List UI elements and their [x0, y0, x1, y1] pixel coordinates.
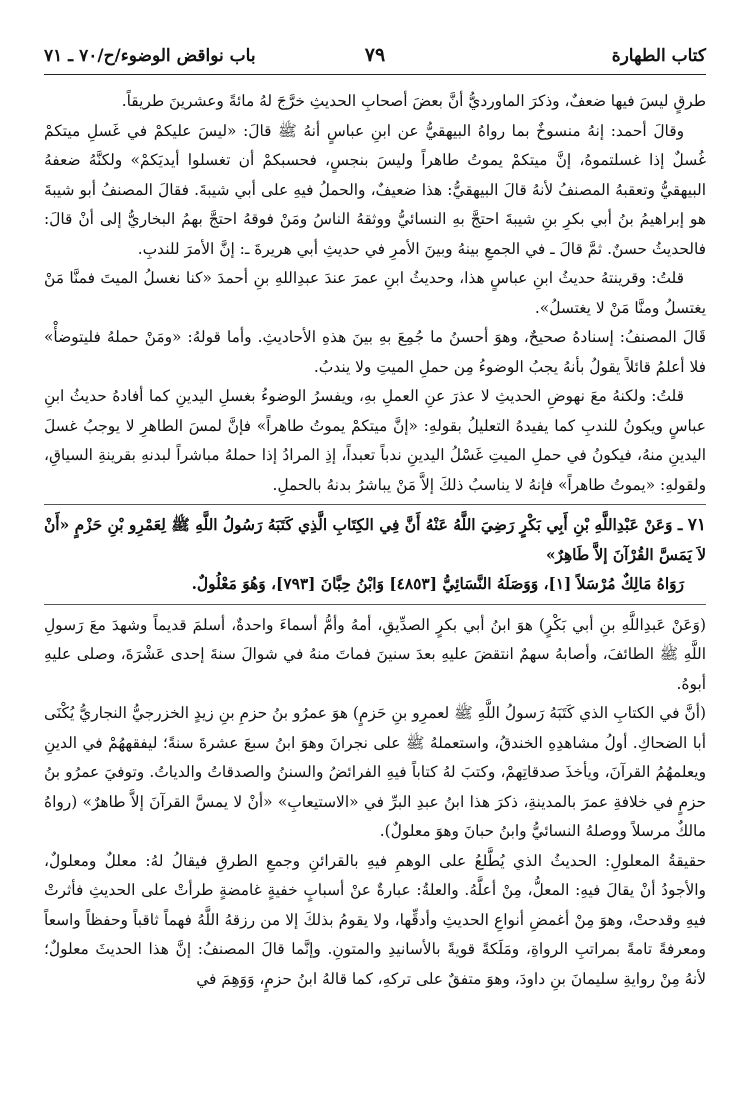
- page: [44, 40, 706, 994]
- book-title: كتاب الطهارة: [611, 46, 706, 66]
- paragraph: قلتُ: ولكنهُ معَ نهوضِ الحديثِ لا عذرَ عنِ العملِ بهِ، ويفسرُ الوضوءُ بغسلِ اليدينِ كما أفادهُ حديثُ ابنِ عباسٍ ويكونُ للندبِ كما يفيدهُ التعليلُ بقولهِ: «إنَّ ميتكمْ يموتُ طاهراً» فإنَّ لمسَ الطاهرِ لا يوجبُ غسلَ اليدينِ منهُ، فيكونُ في حملِ الميتِ غَسْلُ اليدينِ ندباً تعبداً، إذِ المرادُ إذا حملهُ مباشراً لبدنهِ بقرينةِ السياقِ، ولقولهِ: «يموتُ طاهراً» فإنهُ لا يناسبُ ذلكَ إلاَّ مَنْ يباشرُ بدنهُ بالحملِ.: [44, 387, 706, 494]
- page-body: [44, 87, 706, 994]
- paragraph: قَالَ المصنفُ: إسنادهُ صحيحٌ، وهوَ أحسنُ ما جُمِعَ بهِ بينَ هذهِ الأحاديثِ. وأما قولهُ: «ومَنْ حملهُ فليتوضأْ» فلا أعلمُ قائلاً يقولُ بأنهُ يجبُ الوضوءُ مِن حملِ الميتِ ولا يندبُ.: [44, 328, 706, 376]
- hadith-text: [44, 511, 706, 570]
- chapter-title: باب نواقض الوضوء/ح/٧٠ ـ ٧١: [44, 46, 256, 66]
- paragraph: وقالَ أحمد: إنهُ منسوخٌ بما رواهُ البيهقيُّ عن ابنِ عباسٍ أنهُ ﷺ قالَ: «ليسَ عليكمْ في غَسلِ ميتكمْ غُسلٌ إذا غسلتموهُ، إنَّ ميتكمْ يموتُ طاهراً وليسَ بنجسٍ، فحسبكمْ أن تغسلوا أيديَكمْ» ولكنَّهُ ضعفهُ البيهقيُّ وتعقبهُ المصنفُ لأنهُ قالَ البيهقيُّ: هذا ضعيفٌ، والحملُ فيهِ على أبي شيبةَ. فقالَ المصنفُ أبو شيبةَ هو إبراهيمُ بنُ أبي بكرِ بنِ شيبةَ احتجَّ بهِ النسائيُّ ووثقهُ الناسُ ومَنْ فوقهُ احتجَّ بهمُ البخاريُّ إلى أنْ قالَ: فالحديثُ حسنٌ. ثمَّ قالَ ـ في الجمعِ بينهُ وبينَ الأمرِ في حديثِ أبي هريرةَ ـ: إنَّ الأمرَ للندبِ.: [44, 121, 706, 258]
- commentary-paragraph: حقيقةُ المعلولِ: الحديثُ الذي يُطَّلعُ على الوهمِ فيهِ بالقرائنِ وجمعِ الطرقِ فيقالُ لهُ: معللٌ ومعلولٌ، والأجودُ أنْ يقالَ فيهِ: المعلُّ، مِنْ أعلَّهُ. والعلةُ: عبارةٌ عنْ أسبابٍ خفيةٍ غامضةٍ طرأتْ على الحديثِ فأثرتْ فيهِ وقدحتْ، وهوَ مِنْ أغمضِ أنواعِ الحديثِ وأدقِّها، ولا يقومُ بذلكَ إلا من رزقهُ اللَّهُ فهماً ثاقباً وحفظاً واسعاً ومعرفةً تامةً بمراتبِ الرواةِ، ومَلَكةً قويةً بالأسانيدِ والمتونِ. وإنَّما قالَ المصنفُ: إنَّ هذا الحديثَ معلولٌ؛ لأنهُ مِنْ روايةِ سليمانَ بنِ داودَ، وهوَ متفقٌ على تركهِ، كما قالهُ ابنُ حزمٍ، وَوَهِمَ في: [44, 851, 706, 988]
- divider: [44, 604, 706, 605]
- paragraph: طرقٍ ليسَ فيها ضعفٌ، وذكرَ الماورديُّ أنَّ بعضَ أصحابِ الحديثِ خرَّجَ لهُ مائةً وعشرينَ طريقاً.: [121, 92, 706, 110]
- header-rule: [44, 74, 706, 75]
- divider: [44, 504, 706, 505]
- page-header: [44, 40, 706, 74]
- hadith-source: رَوَاهُ مَالِكٌ مُرْسَلاً [١]، وَوَصَلَهُ النَّسَائِيُّ [٤٨٥٣] وَابْنُ حِبَّانَ [٧٩٣]، وَهُوَ مَعْلُولٌ.: [191, 575, 684, 593]
- hadith-number: ٧١: [687, 515, 707, 535]
- paragraph: قلتُ: وقرينتهُ حديثُ ابنِ عباسٍ هذا، وحديثُ ابنِ عمرَ عندَ عبدِاللهِ بنِ أحمدَ «كنا نغسلُ الميتَ فمنَّا مَنْ يغتسلُ ومنَّا مَنْ لا يغتسلُ».: [44, 269, 706, 317]
- page-number: ٧٩: [364, 44, 386, 66]
- commentary-paragraph: (وَعَنْ عَبدِاللَّهِ بنِ أبي بَكْرٍ) هوَ ابنُ أبي بكرٍ الصدِّيقِ، أمهُ وأمُّ أسماءَ واحدةٌ، أسلمَ قديماً وشهدَ معَ رَسولِ اللَّهِ ﷺ الطائفَ، وأصابهُ سهمٌ انتقضَ عليهِ بعدَ سنينَ فماتَ منهُ في شوالَ سنةَ إحدى عَشْرَةَ، وصلى عليهِ أبوهُ.: [44, 615, 706, 693]
- hadith-body: ـ وَعَنْ عَبْدِاللَّهِ بْنِ أَبِي بَكْرٍ رَضِيَ اللَّهُ عَنْهُ أَنَّ فِي الكِتَابِ الَّذِي كَتَبَهُ رَسُولُ اللَّهِ ﷺ لِعَمْرِو بْنِ حَزْمٍ «أَنْ لاَ يَمَسَّ القُرْآنَ إلاَّ طَاهِرٌ»: [44, 516, 706, 564]
- commentary-paragraph: (أنَّ في الكتابِ الذي كَتَبَهُ رَسولُ اللَّهِ ﷺ لعمرِو بنِ حَزمٍ) هوَ عمرُو بنُ حزمِ بنِ زيدٍ الخزرجيُّ النجاريُّ يُكْنَى أبا الضحاكِ. أولُ مشاهدِهِ الخندقُ، واستعملهُ ﷺ على نجرانَ وهوَ ابنُ سبعَ عشرةَ سنةً؛ ليفقههُمْ في الدينِ ويعلمهُمُ القرآنَ، ويأخذَ صدقاتِهمْ، وكتبَ لهُ كتاباً فيهِ الفرائضُ والسننُ والصدقاتُ والدياتُ. وتوفيَ عمرُو بنُ حزمٍ في خلافةِ عمرَ بالمدينةِ، ذكرَ هذا ابنُ عبدِ البرِّ في «الاستيعابِ» «أنْ لا يمسَّ القرآنَ إلاَّ طاهرٌ» (رواهُ مالكٌ مرسلاً ووصلهُ النسائيُّ وابنُ حبانَ وهوَ معلولٌ).: [44, 704, 706, 840]
